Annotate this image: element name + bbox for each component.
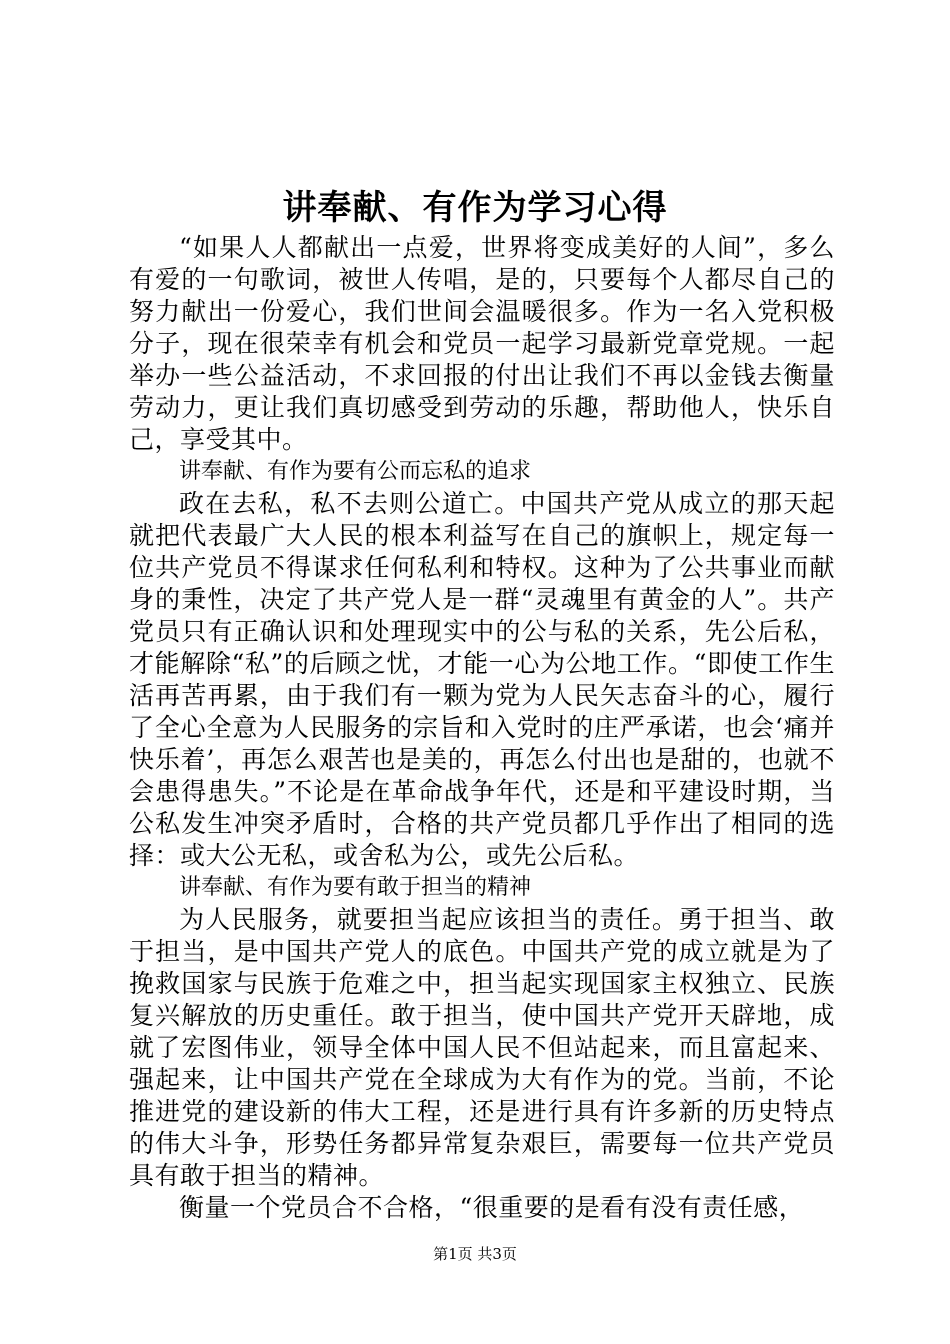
page-footer: 第1页 共3页 [433,1245,517,1263]
document-title: 讲奉献、有作为学习心得 [282,188,668,228]
paragraph-selfless: 政在去私，私不去则公道亡。中国共产党从成立的那天起就把代表最广大人民的根本利益写在自己的旗帜上，规定每一位共产党员不得谋求任何私利和特权。这种为了公共事业而献身的秉性，决定了共产党人是一群“灵魂里有黄金的人”。共产党员只有正确认识和处理现实中的公与私的关系，先公后私，才能解除“私”的后顾之忧，才能一心为公地工作。“即使工作生活再苦再累，由于我们有一颗为党为人民矢志奋斗的心，履行了全心全意为人民服务的宗旨和入党时的庄严承诺，也会‘痛并快乐着’，再怎么艰苦也是美的，再怎么付出也是甜的，也就不会患得患失。”不论是在革命战争年代，还是和平建设时期，当公私发生冲突矛盾时，合格的共产党员都几乎作出了相同的选择：或大公无私，或舍私为公，或先公后私。 [129,489,835,870]
paragraph-measure: 衡量一个党员合不合格，“很重要的是看有没有责任感， [179,1193,805,1222]
document-body [129,232,835,1224]
paragraph-responsibility: 为人民服务，就要担当起应该担当的责任。勇于担当、敢于担当，是中国共产党人的底色。中国共产党的成立就是为了挽救国家与民族于危难之中，担当起实现国家主权独立、民族复兴解放的历史重任。敢于担当，使中国共产党开天辟地，成就了宏图伟业，领导全体中国人民不但站起来，而且富起来、强起来，让中国共产党在全球成为大有作为的党。当前，不论推进党的建设新的伟大工程，还是进行具有许多新的历史特点的伟大斗争，形势任务都异常复杂艰巨，需要每一位共产党员具有敢于担当的精神。 [129,905,835,1190]
section-heading-responsibility: 讲奉献、有作为要有敢于担当的精神 [179,875,532,900]
section-heading-selfless: 讲奉献、有作为要有公而忘私的追求 [179,459,532,484]
paragraph-intro: “如果人人都献出一点爱，世界将变成美好的人间”，多么有爱的一句歌词，被世人传唱，是的，只要每个人都尽自己的努力献出一份爱心，我们世间会温暖很多。作为一名入党积极分子，现在很荣幸有机会和党员一起学习最新党章党规。一起举办一些公益活动，不求回报的付出让我们不再以金钱去衡量劳动力，更让我们真切感受到劳动的乐趣，帮助他人，快乐自己，享受其中。 [129,233,835,454]
